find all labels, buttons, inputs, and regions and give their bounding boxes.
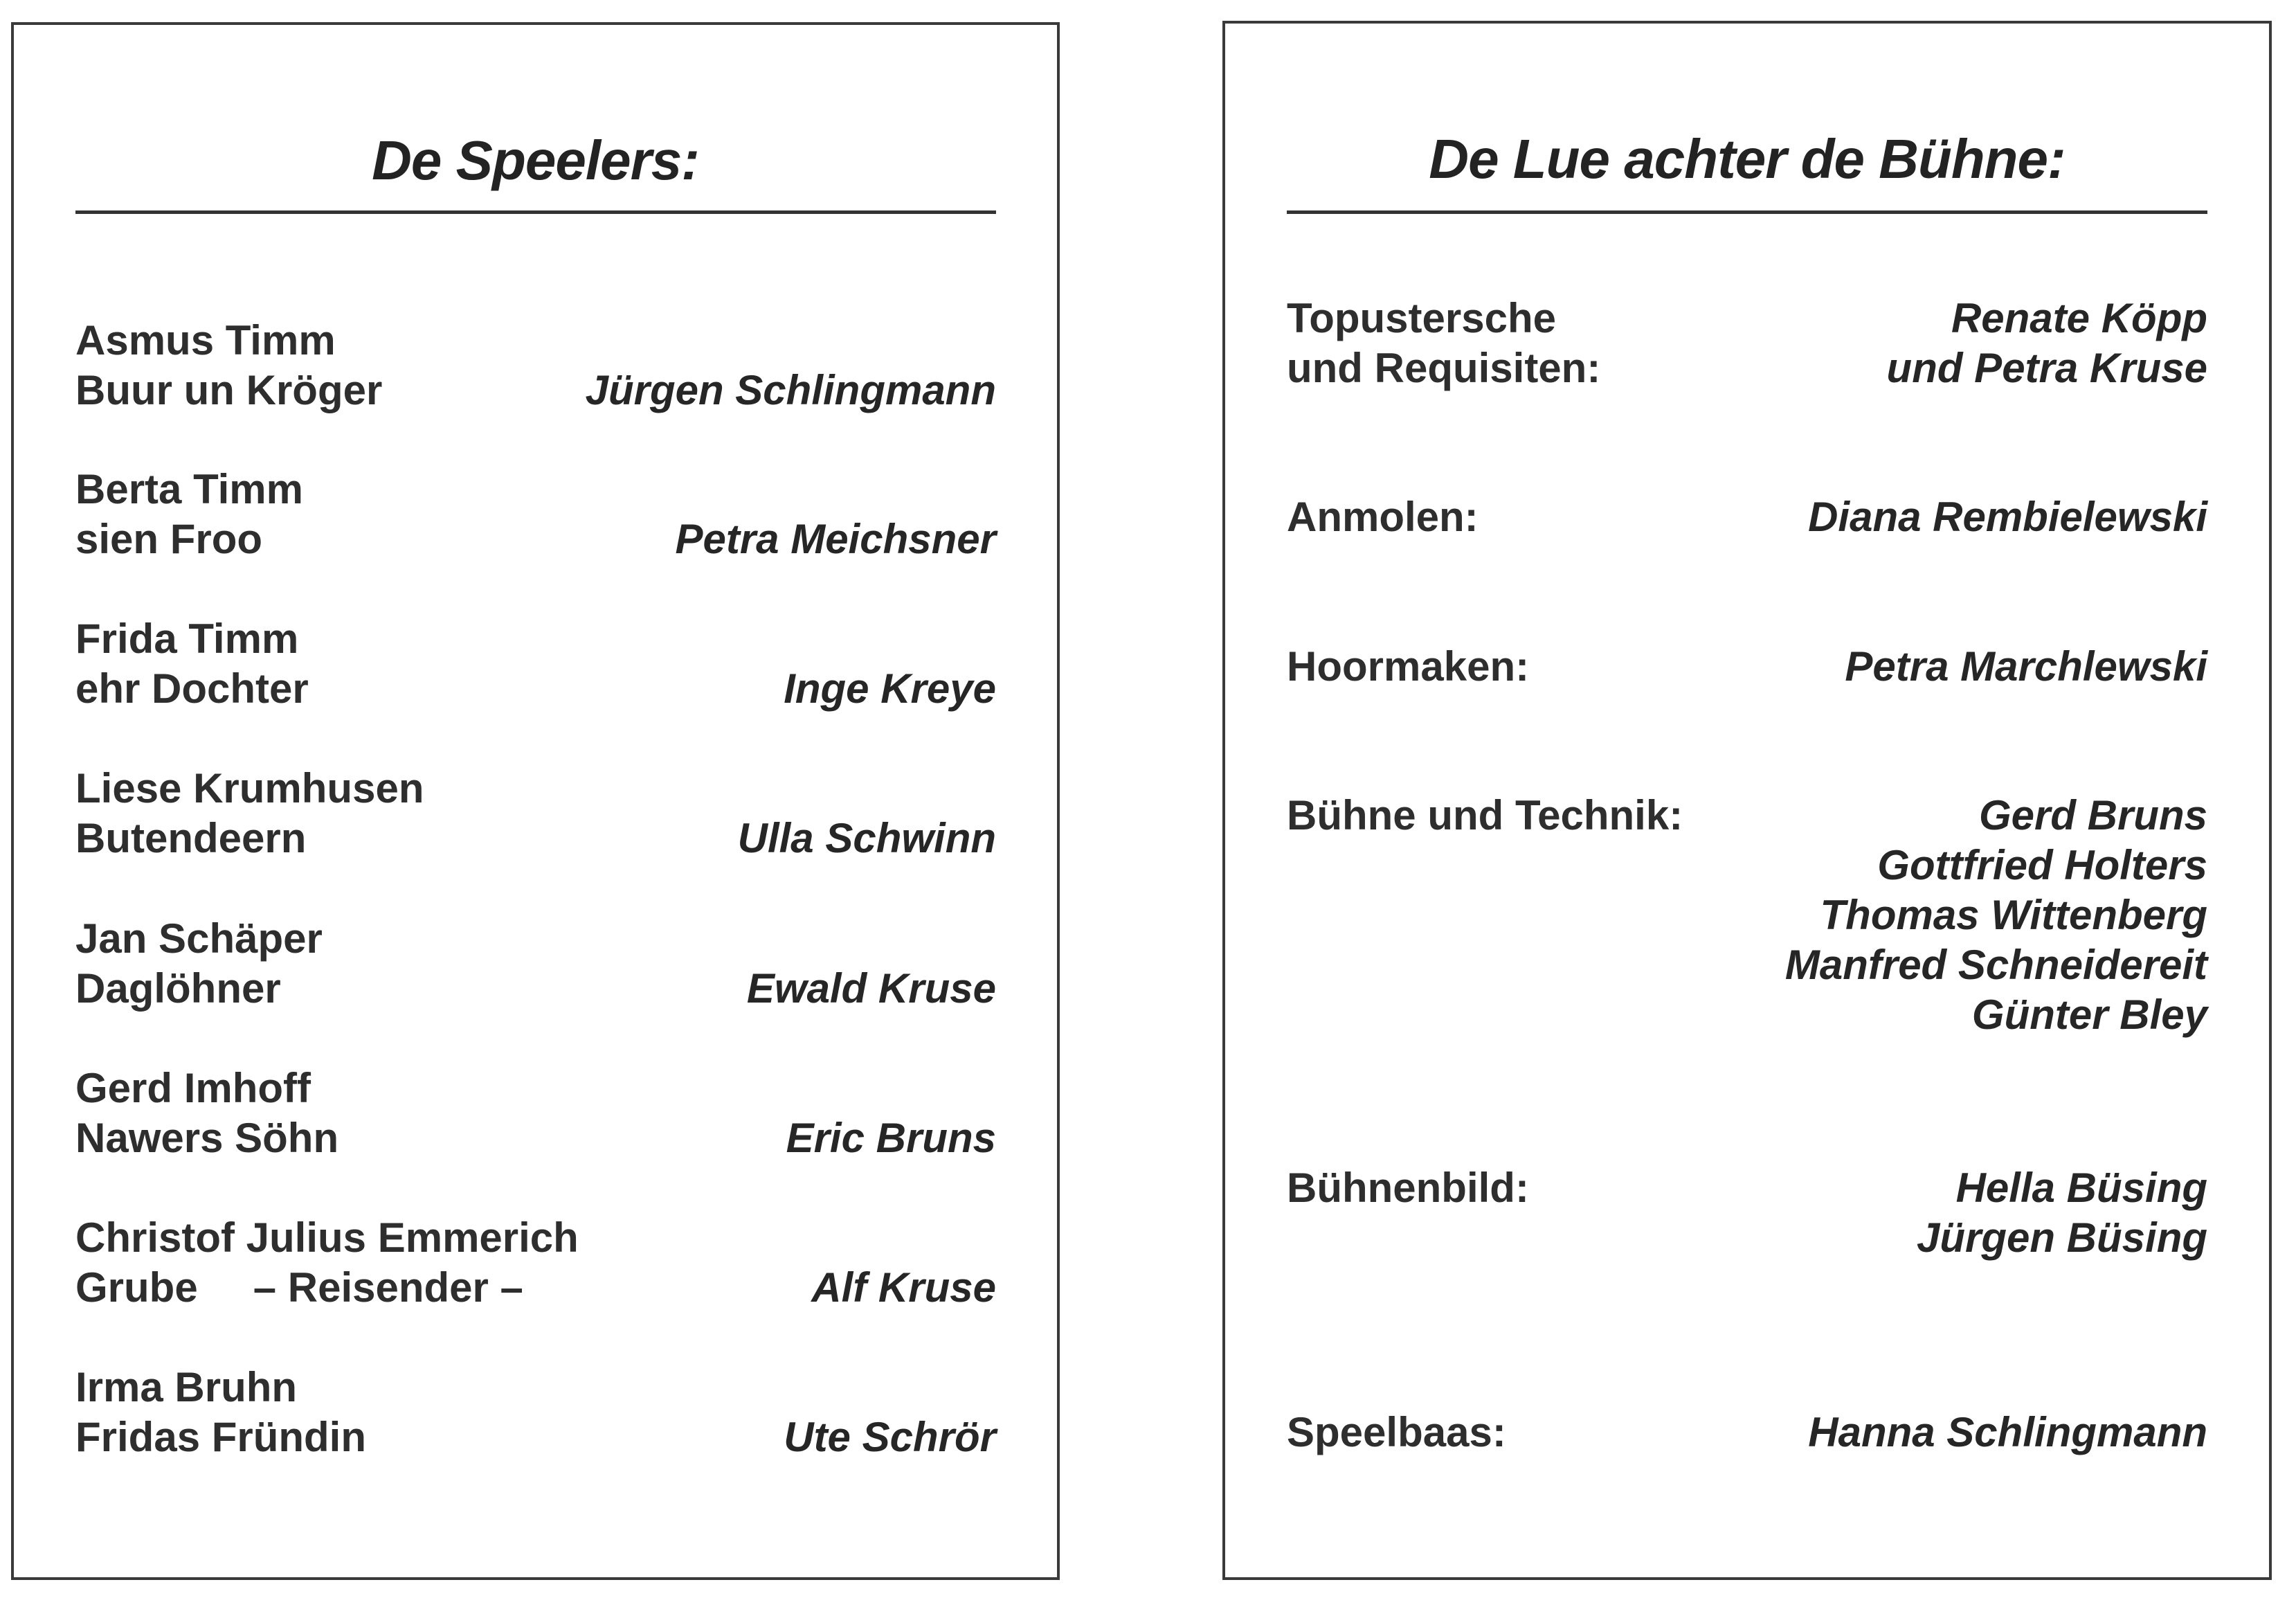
crew-member-name: Renate Köpp [1951,295,2207,341]
character-description: Nawers Söhn [75,1115,339,1161]
character-description: Butendeern [75,815,307,861]
crew-member-name: Günter Bley [1971,991,2207,1038]
character-description: ehr Dochter [75,665,309,712]
crew-entry-technik [1287,791,2207,1038]
crew-member-name: Jürgen Büsing [1916,1214,2207,1261]
crew-member-name: Thomas Wittenberg [1820,892,2207,938]
actor-name: Ewald Kruse [746,965,996,1012]
cast-entry [75,614,996,714]
cast-title-rule [75,210,996,214]
crew-names [1785,791,2207,1040]
crew-role-label: und Requisiten: [1287,345,1601,391]
character-description: Buur un Kröger [75,367,383,413]
cast-entry [75,1213,996,1313]
character-description: Daglöhner [75,965,281,1012]
cast-entry [75,764,996,863]
cast-entry [75,1063,996,1163]
crew-title: De Lue achter de Bühne: [1429,128,2066,190]
character-name: Liese Krumhusen [75,765,424,811]
actor-name: Jürgen Schlingmann [585,367,996,413]
crew-entry-topustersche [1287,294,2207,393]
actor-name: Ute Schrör [784,1414,996,1460]
crew-member-name: Diana Rembielewski [1808,494,2207,540]
crew-member-name: Hella Büsing [1955,1165,2207,1211]
character-name: Gerd Imhoff [75,1065,311,1111]
crew-member-name: Gerd Bruns [1978,792,2207,838]
cast-entry [75,316,996,415]
character-name: Jan Schäper [75,915,323,962]
crew-member-name: Gottfried Holters [1877,842,2207,888]
crew-entry-anmolen [1287,492,2207,542]
crew-member-name: Hanna Schlingmann [1808,1409,2207,1455]
crew-entry-speelbaas [1287,1408,2207,1457]
crew-role-label: Topustersche [1287,295,1556,341]
character-description: Grube [75,1264,198,1311]
crew-names [1917,1163,2207,1263]
actor-name: Alf Kruse [811,1264,996,1311]
actor-name: Petra Meichsner [675,516,996,562]
crew-member-name: Petra Marchlewski [1845,643,2207,690]
actor-name: Ulla Schwinn [737,815,996,861]
crew-role-label: Bühne und Technik: [1287,792,1683,838]
crew-names [1887,294,2207,393]
cast-entry [75,465,996,564]
character-description: Fridas Fründin [75,1414,366,1460]
crew-member-name: und Petra Kruse [1886,345,2207,391]
cast-panel [11,22,1060,1580]
character-name: Berta Timm [75,466,304,512]
cast-title: De Speelers: [372,129,699,191]
crew-entry-buehnenbild [1287,1163,2207,1261]
cast-entry [75,914,996,1014]
crew-role-label: Speelbaas: [1287,1409,1506,1455]
crew-role-label: Bühnenbild: [1287,1165,1529,1211]
crew-entry-hoormaken [1287,642,2207,692]
character-name: Asmus Timm [75,317,336,363]
actor-name: Inge Kreye [784,665,996,712]
crew-panel [1222,21,2272,1580]
crew-role-label: Anmolen: [1287,494,1479,540]
character-name: Christof Julius Emmerich [75,1214,579,1261]
character-name: Irma Bruhn [75,1364,298,1410]
crew-role-label: Hoormaken: [1287,643,1530,690]
actor-name: Eric Bruns [786,1115,996,1161]
character-name: Frida Timm [75,616,299,662]
character-description: sien Froo [75,516,263,562]
character-description-extra: – Reisender – [253,1264,523,1311]
crew-member-name: Manfred Schneidereit [1784,942,2207,988]
crew-title-rule [1287,210,2207,214]
cast-entry [75,1363,996,1462]
